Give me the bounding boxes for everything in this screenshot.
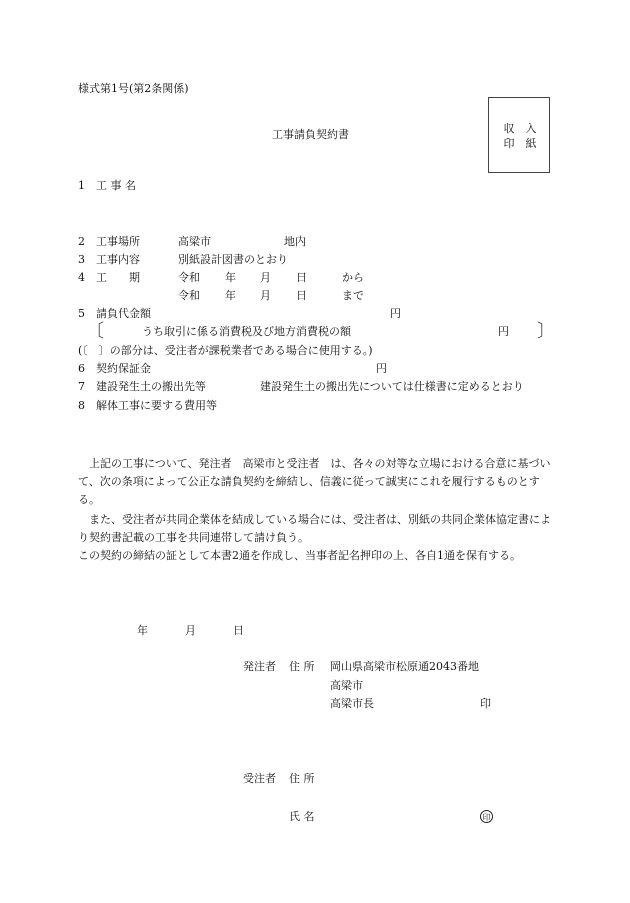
item-1-label: 工 事 名: [96, 179, 136, 192]
item-6-number: 6: [78, 362, 85, 375]
tax-note: (〔 〕の部分は、受注者が課税業者である場合に使用する。): [78, 344, 373, 357]
item-7-number: 7: [78, 380, 85, 393]
tax-bracket-close: 〕: [537, 321, 555, 342]
end-month: 月: [260, 289, 271, 302]
item-5-label: 請負代金額: [96, 307, 151, 320]
item-3-value: 別紙設計図書のとおり: [178, 253, 288, 266]
end-year: 年: [225, 289, 236, 302]
contract-paragraph-3: この契約の締結の証として本書2通を作成し、当事者記名押印の上、各自1通を保有する。: [78, 549, 521, 562]
tax-amount-text: うち取引に係る消費税及び地方消費税の額: [142, 325, 351, 338]
start-day: 日: [296, 271, 307, 284]
date-year: 年: [137, 624, 148, 637]
revenue-stamp-box: [488, 97, 550, 173]
item-1-number: 1: [78, 179, 85, 192]
item-2-number: 2: [78, 235, 85, 248]
date-day: 日: [233, 624, 244, 637]
orderer-seal-mark: 印: [480, 697, 491, 710]
item-2-label: 工事場所: [96, 235, 140, 248]
start-from: から: [342, 271, 364, 284]
tax-yen: 円: [498, 325, 509, 338]
contractor-role: 受注者: [243, 772, 276, 785]
orderer-organization: 高梁市: [330, 679, 363, 692]
item-7-value: 建設発生土の搬出先については仕様書に定めるとおり: [260, 380, 524, 393]
item-8-label: 解体工事に要する費用等: [96, 399, 217, 412]
item-6-yen: 円: [376, 362, 387, 375]
item-5-yen: 円: [390, 307, 401, 320]
form-label: 様式第1号(第2条関係): [78, 82, 189, 95]
start-year: 年: [225, 271, 236, 284]
start-era: 令和: [178, 271, 200, 284]
document-title: 工事請負契約書: [272, 128, 349, 141]
orderer-address-label: 住 所: [289, 660, 315, 673]
contract-paragraph-1: 上記の工事について、発注者 高梁市と受注者 は、各々の対等な立場における合意に基づいて、次の条項によって公正な請負契約を締結し、信義に従って誠実にこれを履行するものとする。: [78, 457, 551, 506]
contractor-address-label: 住 所: [289, 772, 315, 785]
item-4-label: 工 期: [96, 271, 140, 284]
stamp-line-2: 印 紙: [503, 137, 537, 150]
item-7-label: 建設発生土の搬出先等: [96, 380, 206, 393]
orderer-role: 発注者: [243, 660, 276, 673]
end-day: 日: [296, 289, 307, 302]
contractor-seal-icon: 印: [480, 810, 493, 823]
item-2-suffix: 地内: [284, 235, 306, 248]
stamp-line-1: 収 入: [503, 122, 537, 135]
contract-paragraph-2: また、受注者が共同企業体を結成している場合には、受注者は、別紙の共同企業体協定書により契約書記載の工事を共同連帯して請け負う。: [78, 513, 551, 544]
end-until: まで: [342, 289, 364, 302]
item-4-number: 4: [78, 271, 85, 284]
item-3-number: 3: [78, 253, 85, 266]
date-month: 月: [185, 624, 196, 637]
item-8-number: 8: [78, 399, 85, 412]
item-3-label: 工事内容: [96, 253, 140, 266]
item-6-label: 契約保証金: [96, 362, 151, 375]
tax-bracket-open: 〔: [86, 321, 104, 342]
orderer-representative: 高梁市長: [330, 697, 374, 710]
item-2-city: 高梁市: [178, 235, 211, 248]
item-5-number: 5: [78, 307, 85, 320]
contractor-name-label: 氏 名: [289, 810, 315, 823]
start-month: 月: [260, 271, 271, 284]
orderer-address: 岡山県高梁市松原通2043番地: [330, 660, 479, 673]
end-era: 令和: [178, 289, 200, 302]
